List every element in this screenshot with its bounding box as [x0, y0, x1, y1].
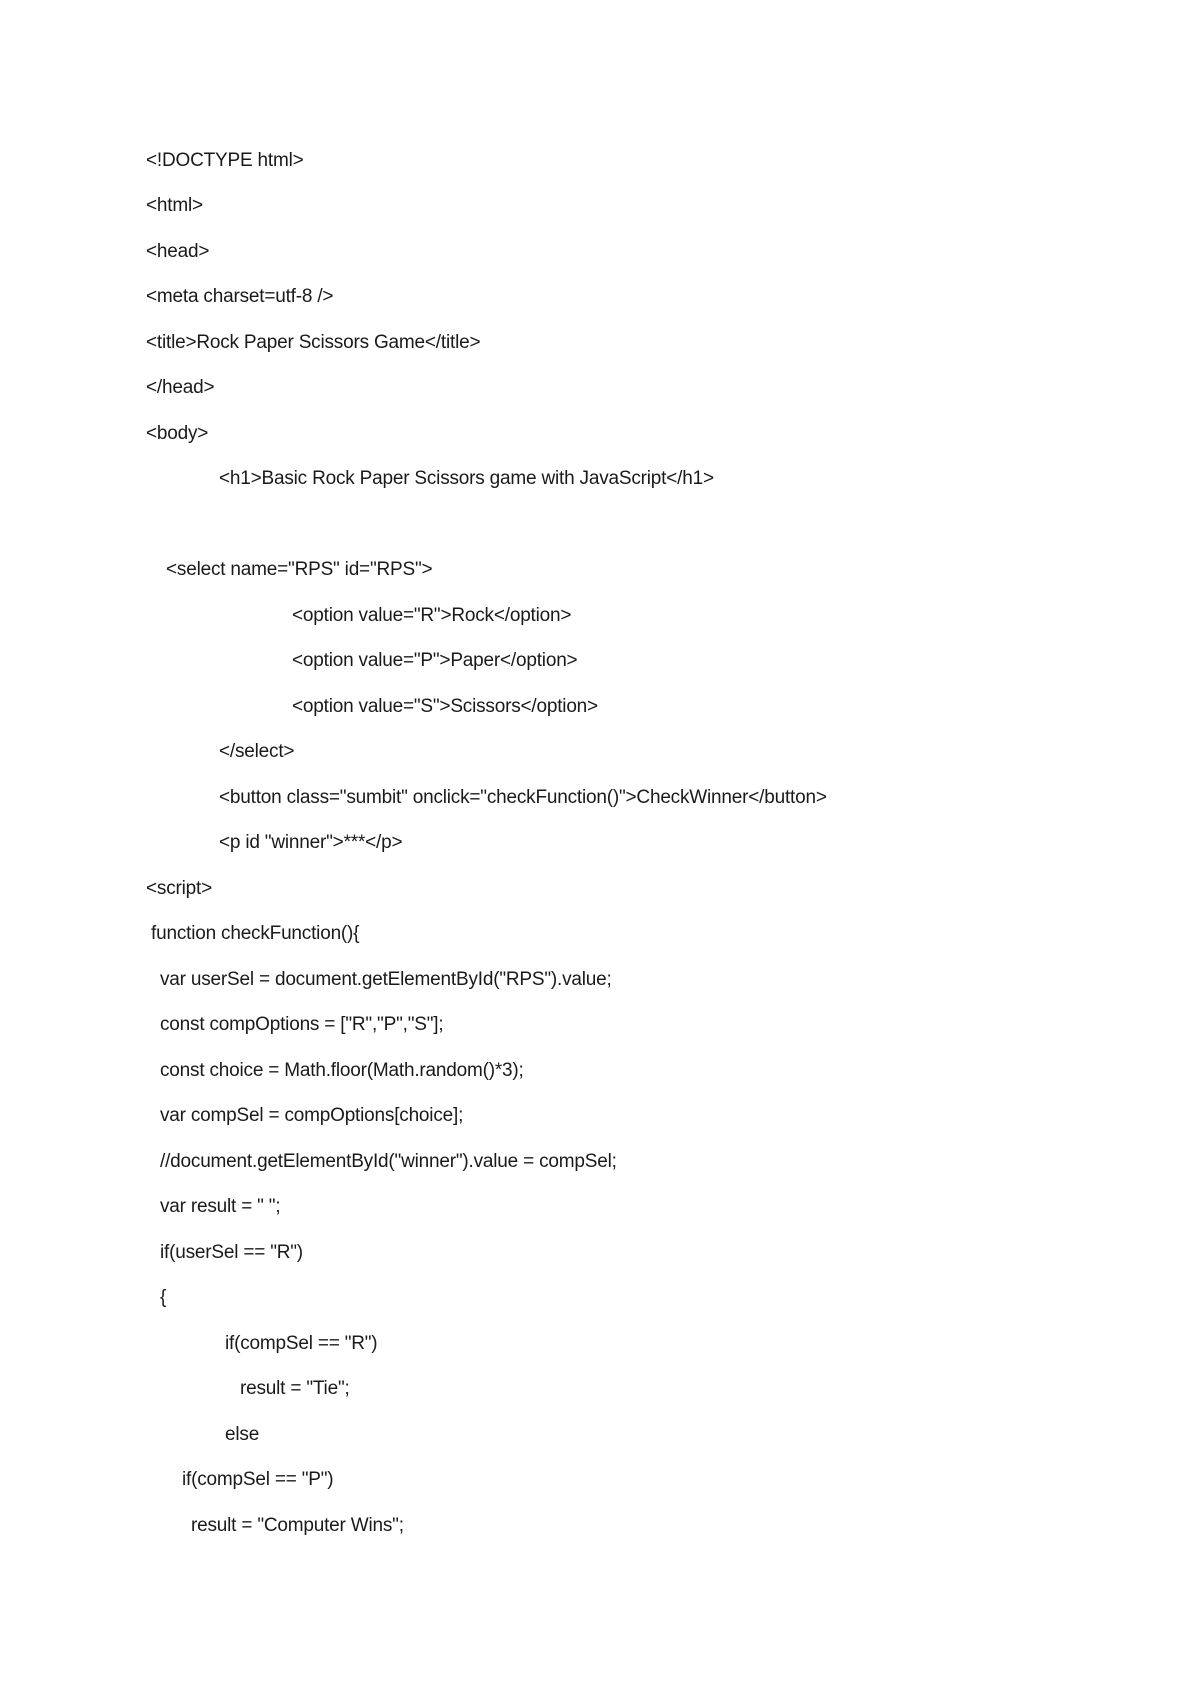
code-line: <option value="P">Paper</option> [292, 650, 578, 671]
code-line: const choice = Math.floor(Math.random()*3); [160, 1060, 524, 1081]
code-line: var userSel = document.getElementById("RPS").value; [160, 969, 612, 990]
code-line: if(userSel == "R") [160, 1242, 303, 1263]
code-line: //document.getElementById("winner").value = compSel; [160, 1151, 617, 1172]
code-line: <button class="sumbit" onclick="checkFunction()">CheckWinner</button> [219, 787, 827, 808]
code-line: <h1>Basic Rock Paper Scissors game with JavaScript</h1> [219, 468, 714, 489]
code-line: <p id "winner">***</p> [219, 832, 403, 853]
code-line: <!DOCTYPE html> [146, 150, 304, 171]
code-line: if(compSel == "P") [182, 1469, 334, 1490]
code-line: var compSel = compOptions[choice]; [160, 1105, 464, 1126]
code-line: <body> [146, 423, 209, 444]
code-line: var result = " "; [160, 1196, 281, 1217]
code-line: else [225, 1424, 260, 1445]
code-line: <html> [146, 195, 203, 216]
code-line: <head> [146, 241, 210, 262]
code-line: <option value="R">Rock</option> [292, 605, 572, 626]
code-line: <option value="S">Scissors</option> [292, 696, 598, 717]
code-line: <title>Rock Paper Scissors Game</title> [146, 332, 481, 353]
code-line: <meta charset=utf-8 /> [146, 286, 334, 307]
code-line: const compOptions = ["R","P","S"]; [160, 1014, 444, 1035]
code-line: if(compSel == "R") [225, 1333, 378, 1354]
code-line: </select> [219, 741, 295, 762]
code-line: result = "Tie"; [240, 1378, 350, 1399]
code-line: </head> [146, 377, 215, 398]
code-line: result = "Computer Wins"; [191, 1515, 404, 1536]
code-line: function checkFunction(){ [151, 923, 360, 944]
code-line: <select name="RPS" id="RPS"> [166, 559, 433, 580]
code-line: <script> [146, 878, 212, 899]
code-line: { [160, 1287, 167, 1308]
